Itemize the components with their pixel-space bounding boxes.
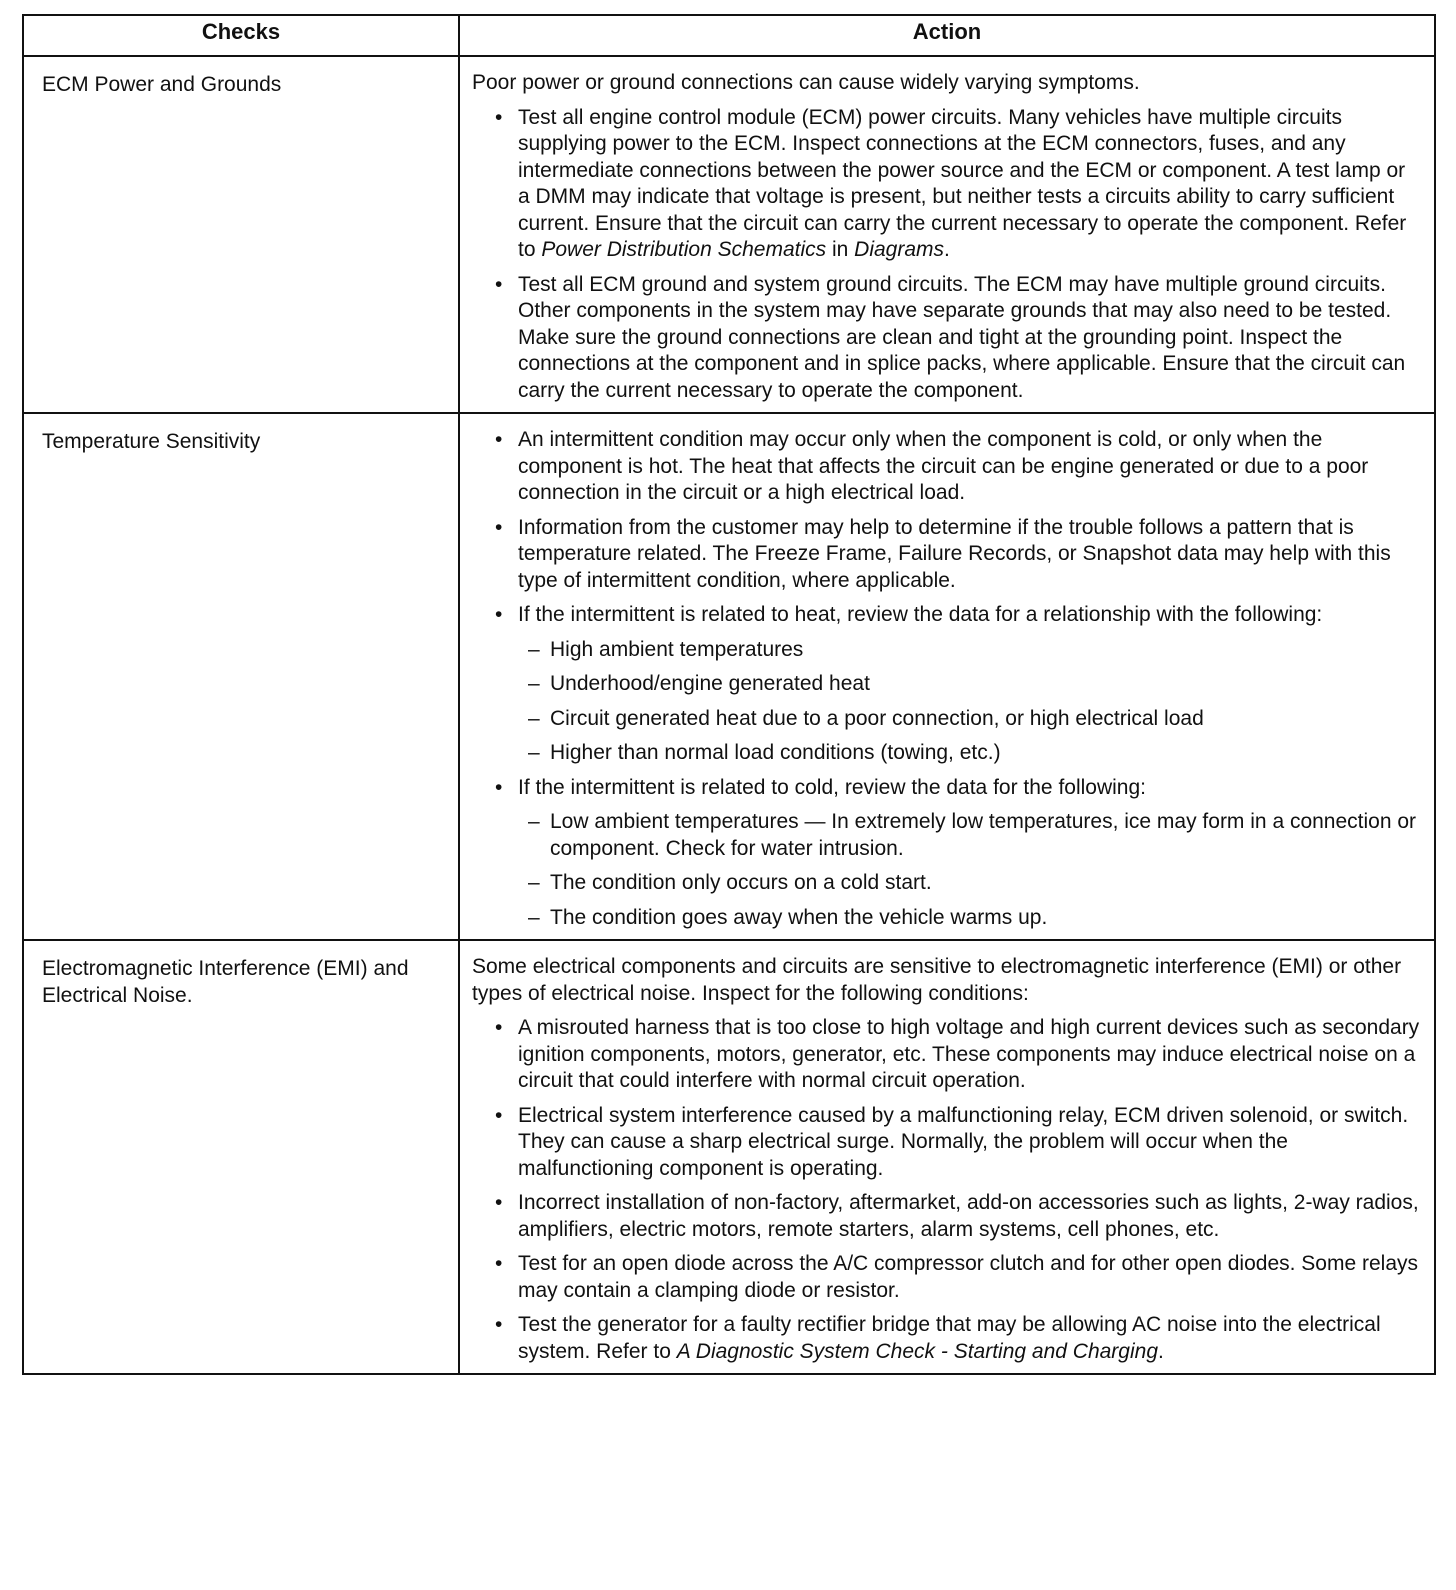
sub-list [518,809,1420,931]
check-cell: ECM Power and Grounds [23,56,459,413]
header-row [23,15,1435,56]
sub-item: – Underhood/engine generated heat [550,671,1420,698]
sub-list [518,637,1420,767]
action-intro: Some electrical components and circuits are sensitive to electromagnetic interference (EMI) or other types of electrical noise. Inspect for the following conditions: [472,955,1402,1005]
reference-link: A Diagnostic System Check - Starting and Charging [676,1339,1158,1363]
action-cell [459,413,1435,940]
action-cell [459,940,1435,1374]
sub-item: – Circuit generated heat due to a poor connection, or high electrical load [550,706,1420,733]
bullet-item: • A misrouted harness that is too close to high voltage and high current devices such as secondary ignition components, motors, generator, etc. These components may induce electrical noise on a circuit that could interfere with normal circuit operation. [518,1015,1420,1095]
action-bullet-list [472,105,1420,405]
check-cell: Temperature Sensitivity [23,413,459,940]
action-intro: Poor power or ground connections can cause widely varying symptoms. [472,71,1140,94]
bullet-item: • An intermittent condition may occur only when the component is cold, or only when the component is hot. The heat that affects the circuit can be engine generated or due to a poor connection in the circuit or a high electrical load. [518,427,1420,507]
table-row [23,413,1435,940]
action-header: Action [459,15,1435,56]
bullet-item: • Test the generator for a faulty rectifier bridge that may be allowing AC noise into the electrical system. Refer to A Diagnostic System Check - Starting and Charging. [518,1312,1420,1365]
table-row [23,56,1435,413]
checks-header: Checks [23,15,459,56]
bullet-item: • Test for an open diode across the A/C compressor clutch and for other open diodes. Some relays may contain a clamping diode or resistor. [518,1251,1420,1304]
reference-link: Power Distribution Schematics [541,238,827,261]
sub-item: – The condition only occurs on a cold start. [550,870,1420,897]
action-cell [459,56,1435,413]
sub-item: – High ambient temperatures [550,637,1420,664]
sub-item: – Higher than normal load conditions (towing, etc.) [550,740,1420,767]
bullet-item: • Test all engine control module (ECM) power circuits. Many vehicles have multiple circuits supplying power to the ECM. Inspect connections at the ECM connectors, fuses, and any intermediate connections between the power source and the ECM or component. A test lamp or a DMM may indicate that voltage is present, but neither tests a circuits ability to carry sufficient current. Ensure that the circuit can carry the current necessary to operate the component. Refer to Power Distribution Schematics in Diagrams. [518,105,1420,264]
bullet-item: • Incorrect installation of non-factory, aftermarket, add-on accessories such as lights, 2-way radios, amplifiers, electric motors, remote starters, alarm systems, cell phones, etc. [518,1190,1420,1243]
check-cell: Electromagnetic Interference (EMI) and Electrical Noise. [23,940,459,1374]
action-bullet-list [472,1015,1420,1365]
action-bullet-list [472,427,1420,931]
sub-item: – Low ambient temperatures — In extremely low temperatures, ice may form in a connection or component. Check for water intrusion. [550,809,1420,862]
bullet-item: • If the intermittent is related to heat, review the data for a relationship with the following: – High ambient temperatures – Underhood/engine generated heat – Circuit generated heat due to a poor connection, or high electrical load – Higher than normal load conditions (towing, etc.) [518,602,1420,767]
reference-link: Diagrams [854,238,945,261]
bullet-item: • Information from the customer may help to determine if the trouble follows a pattern that is temperature related. The Freeze Frame, Failure Records, or Snapshot data may help with this type of intermittent condition, where applicable. [518,515,1420,595]
bullet-item: • Electrical system interference caused by a malfunctioning relay, ECM driven solenoid, or switch. They can cause a sharp electrical surge. Normally, the problem will occur when the malfunctioning component is operating. [518,1103,1420,1183]
bullet-item: • If the intermittent is related to cold, review the data for the following: – Low ambient temperatures — In extremely low temperatures, ice may form in a connection or component. Check for water intrusion. – The condition only occurs on a cold start. – The condition goes away when the vehicle warms up. [518,775,1420,932]
diagnostic-table [22,14,1436,1375]
bullet-item: • Test all ECM ground and system ground circuits. The ECM may have multiple ground circuits. Other components in the system may have separate grounds that may also need to be tested. Make sure the ground connections are clean and tight at the grounding point. Inspect the connections at the component and in splice packs, where applicable. Ensure that the circuit can carry the current necessary to operate the component. [518,272,1420,405]
table-row [23,940,1435,1374]
sub-item: – The condition goes away when the vehicle warms up. [550,905,1420,932]
